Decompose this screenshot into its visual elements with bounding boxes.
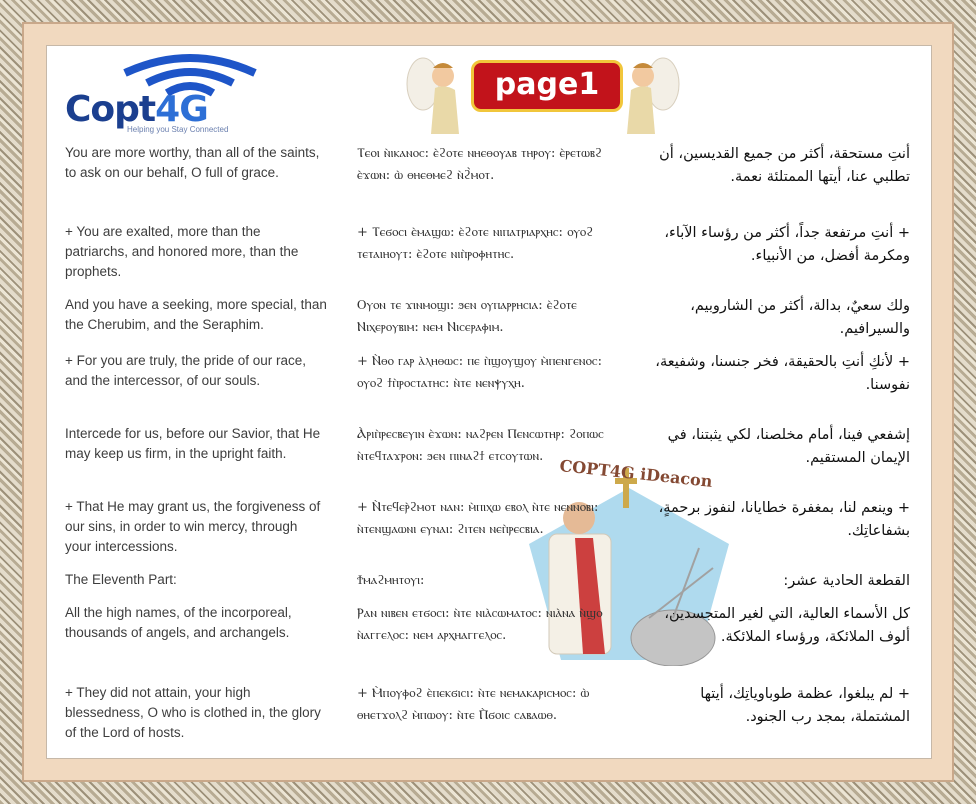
english-text: + That He may grant us, the forgiveness of our sins, in order to win mercy, through your intercessions. xyxy=(65,499,321,554)
arabic-text: القطعة الحادية عشر: xyxy=(783,573,910,589)
coptic-text: + Ⲙ̀ⲡⲟⲩⲫⲟϩ ⲉ̀ⲡⲉⲕϭⲓⲥⲓ: ⲛ̀ⲧⲉ ⲛⲉⲙⲁⲕⲁⲣⲓⲥⲙⲟⲥ: ⲱ̀ ⲑⲏⲉⲧϫⲟⲗϩ ⲙ̀ⲡⲱⲟⲩ: ⲛ̀ⲧⲉ Ⲡ̀ϭⲟⲓⲥ ⲥⲁⲃⲁⲱⲑ. xyxy=(357,686,590,723)
english-text: You are more worthy, than all of the saints, to ask on our behalf, O full of grace. xyxy=(65,145,320,180)
coptic-text: Ⲣⲁⲛ ⲛⲓⲃⲉⲛ ⲉⲧϭⲟⲥⲓ: ⲛ̀ⲧⲉ ⲛⲓⲁ̀ⲥⲱⲙⲁⲧⲟⲥ: ⲛⲓⲁ̀ⲛⲁ ⲛ̀ϣⲟ ⲛ̀ⲁⲅⲅⲉⲗⲟⲥ: ⲛⲉⲙ ⲁⲣⲭⲏⲁⲅⲅⲉⲗⲟⲥ. xyxy=(357,606,603,643)
copt4g-logo xyxy=(65,49,293,137)
logo-tagline: Helping you Stay Connected xyxy=(127,125,229,134)
arabic-text: أنتِ مستحقة، أكثر من جميع القديسين، أن تطلبي عنا، أيتها الممتلئة نعمة. xyxy=(659,146,910,185)
arabic-text: + أنتِ مرتفعة جداً، أكثر من رؤساء الآباء، ومكرمة أفضل، من الأنبياء. xyxy=(664,225,910,264)
logo-brand-number: 4G xyxy=(155,89,208,130)
logo-brand-prefix: Copt xyxy=(65,89,156,130)
document-page xyxy=(46,45,932,759)
page-banner xyxy=(405,48,683,148)
coptic-text: + Ⲛ̀ⲧⲉϥⲉⲣ̀ϩⲙⲟⲧ ⲛⲁⲛ: ⲙ̀ⲡⲓⲭⲱ ⲉⲃⲟⲗ ⲛ̀ⲧⲉ ⲛⲉⲛⲛⲟⲃⲓ: ⲛ̀ⲧⲉⲛϣⲁⲱⲛⲓ ⲉⲩⲛⲁⲓ: ϩⲓⲧⲉⲛ ⲛⲉⲡ̀ⲣⲉⲥⲃⲓⲁ. xyxy=(357,500,599,537)
coptic-text: + Ⲛ̀ⲑⲟ ⲅⲁⲣ ⲁ̀ⲗⲏⲑⲱⲥ: ⲡⲉ ⲡ̀ϣⲟⲩϣⲟⲩ ⲙ̀ⲡⲉⲛⲅⲉⲛⲟⲥ: ⲟⲩⲟϩ ϯⲡ̀ⲣⲟⲥⲧⲁⲧⲏⲥ: ⲛ̀ⲧⲉ ⲛⲉⲛⲯⲩⲭⲏ. xyxy=(357,354,602,391)
page-number-ribbon: page1 xyxy=(471,60,623,112)
arabic-text: كل الأسماء العالية، التي لغير المتجسدين، ألوف الملائكة، ورؤساء الملائكة. xyxy=(664,606,910,645)
angel-icon xyxy=(615,54,681,138)
arabic-text: + لم يبلغوا، عظمة طوباوياتِك، أيتها المشتملة، بمجد رب الجنود. xyxy=(700,686,910,725)
arabic-text: + وينعم لنا، بمغفرة خطايانا، لنفوز برحمةٍ، بشفاعاتِك. xyxy=(658,500,910,539)
english-text: + They did not attain, your high blessedness, O who is clothed in, the glory of the Lord of hosts. xyxy=(65,685,321,740)
coptic-text: + Ⲧⲉϭⲟⲥⲓ ⲉ̀ⲙⲁϣⲱ: ⲉ̀ϩⲟⲧⲉ ⲛⲓⲡⲁⲧⲣⲓⲁⲣⲭⲏⲥ: ⲟⲩⲟϩ ⲧⲉⲧⲁⲓⲏⲟⲩⲧ: ⲉ̀ϩⲟⲧⲉ ⲛⲓⲡ̀ⲣⲟⲫⲏⲧⲏⲥ. xyxy=(357,225,594,262)
coptic-text: Ⲟⲩⲟⲛ ⲧⲉ ϫⲓⲛⲙⲟϣⲓ: ϧⲉⲛ ⲟⲩⲡⲁⲣⲣⲏⲥⲓⲁ: ⲉ̀ϩⲟⲧⲉ Ⲛⲓⲭⲉⲣⲟⲩⲃⲓⲙ: ⲛⲉⲙ Ⲛⲓⲥⲉⲣⲁⲫⲓⲙ. xyxy=(357,298,577,335)
coptic-text: Ⲁ̀ⲣⲓⲡ̀ⲣⲉⲥⲃⲉⲩⲓⲛ ⲉ̀ϫⲱⲛ: ⲛⲁϩⲣⲉⲛ Ⲡⲉⲛⲥⲱⲧⲏⲣ: ϩⲟⲡⲱⲥ ⲛ̀ⲧⲉϥⲧⲁϫⲣⲟⲛ: ϧⲉⲛ ⲡⲓⲛⲁϩϯ ⲉⲧⲥⲟⲩⲧⲱⲛ. xyxy=(357,427,604,464)
english-text: The Eleventh Part: xyxy=(65,572,177,587)
arabic-text: + لأنكِ أنتِ بالحقيقة، فخر جنسنا، وشفيعة، نفوسنا. xyxy=(655,354,910,393)
arabic-text: إشفعي فينا، أمام مخلصنا، لكي يثبتنا، في الإيمان المستقيم. xyxy=(667,427,910,466)
english-text: + For you are truly, the pride of our race, and the intercessor, of our souls. xyxy=(65,353,306,388)
english-text: Intercede for us, before our Savior, that He may keep us firm, in the upright faith. xyxy=(65,426,321,461)
logo-wordmark xyxy=(65,89,208,130)
english-text: All the high names, of the incorporeal, thousands of angels, and archangels. xyxy=(65,605,292,640)
english-text: And you have a seeking, more special, than the Cherubim, and the Seraphim. xyxy=(65,297,327,332)
angel-icon xyxy=(405,54,471,138)
coptic-text: Ϯⲙⲁϩⲙⲏⲧⲟⲩⲓ: xyxy=(357,573,425,588)
watermark-title: COPT4G iDeacon xyxy=(558,456,714,491)
arabic-text: ولك سعيٌ، بدالة، أكثر من الشاروبيم، والسيرافيم. xyxy=(690,298,910,337)
english-text: + You are exalted, more than the patriarchs, and honored more, than the prophets. xyxy=(65,224,299,279)
coptic-text: Ⲧⲉⲟⲓ ⲛ̀ⲓⲕⲁⲛⲟⲥ: ⲉ̀ϩⲟⲧⲉ ⲛⲏⲉⲑⲟⲩⲁⲃ ⲧⲏⲣⲟⲩ: ⲉ̀ⲣⲉⲧⲱⲃϩ ⲉ̀ϫⲱⲛ: ⲱ̀ ⲑⲏⲉⲑⲙⲉϩ ⲛ̀ϩ̀ⲙⲟⲧ. xyxy=(357,146,602,183)
